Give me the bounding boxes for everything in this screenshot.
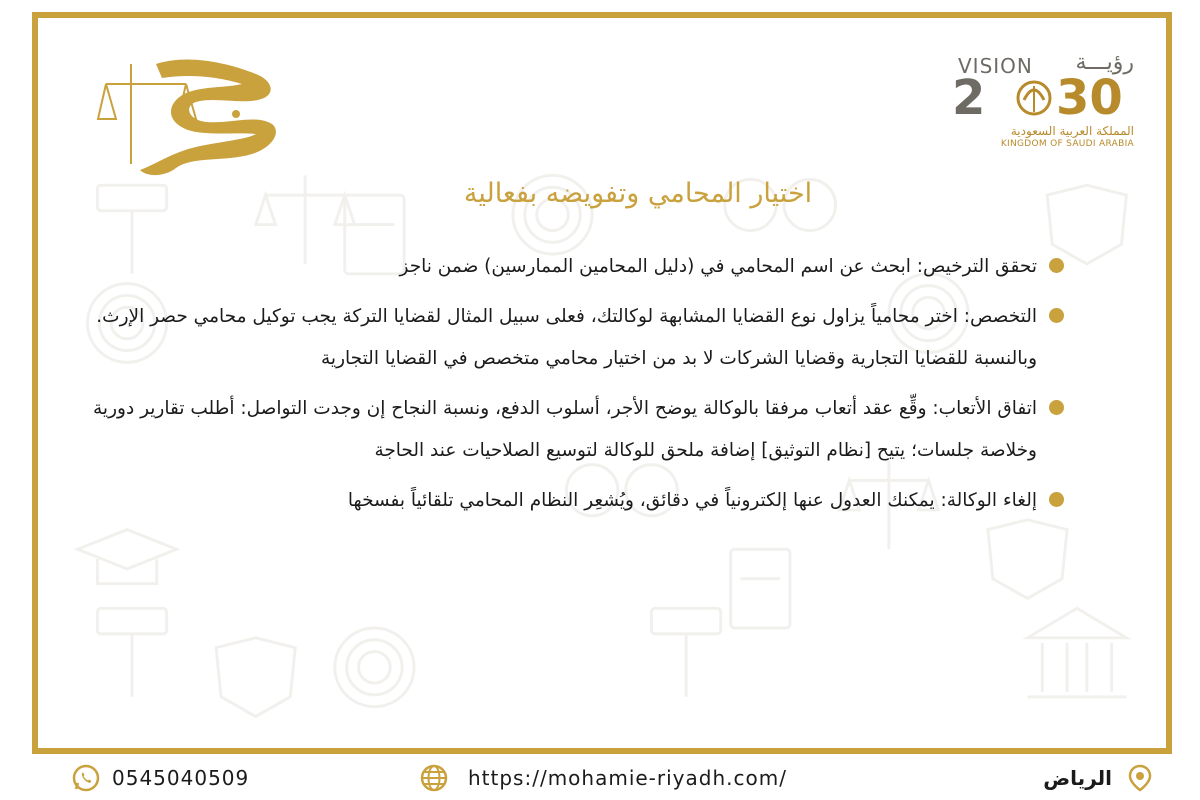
vision-sub-ar: المملكة العربية السعودية [1010,124,1134,138]
list-item [64,388,1064,472]
list-item-text: تحقق الترخيص: ابحث عن اسم المحامي في (دليل المحامين الممارسين) ضمن ناجز [399,256,1037,277]
calligraphy-muhammad-scales-logo [96,44,286,184]
list-item [64,246,1064,288]
page-title: اختيار المحامي وتفويضه بفعالية [463,178,813,209]
vision-year-right: 30 [1056,72,1123,122]
location-pin-icon [1126,764,1154,792]
globe-icon [420,764,448,792]
list-item-text: إلغاء الوكالة: يمكنك العدول عنها إلكترونياً في دقائق، ويُشعِر النظام المحامي تلقائياً بفسخها [347,490,1037,511]
bullet-dot-icon [1049,258,1064,273]
vision-year-mark [944,72,1134,122]
website-url: https://mohamie-riyadh.com/ [468,766,787,790]
footer-phone[interactable] [72,764,249,792]
vision-label-en: VISION [958,54,1033,78]
vision-sub-en: KINGDOM OF SAUDI ARABIA [1000,139,1134,149]
vision-2030-logo [944,44,1134,150]
bullet-dot-icon [1049,308,1064,323]
vision-label-ar: رؤيـــة [1075,50,1134,75]
bullet-dot-icon [1049,400,1064,415]
list-item-text: التخصص: اختر محامياً يزاول نوع القضايا المشابهة لوكالتك، فعلى سبيل المثال لقضايا التركة يجب توكيل محامي حصر الإرث. وبالنسبة للقضايا التجارية وقضايا الشركات لا بد من اختيار محامي متخصص في القضايا التجارية [96,306,1037,369]
city-name: الرياض [1043,766,1112,790]
content-frame [32,12,1172,754]
list-item [64,296,1064,380]
footer-website[interactable] [420,764,787,792]
vision-year-left: 2 [952,72,986,122]
footer [0,754,1200,800]
footer-location[interactable] [1043,764,1154,792]
whatsapp-icon [72,764,100,792]
bullet-dot-icon [1049,492,1064,507]
bullet-list [64,246,1064,530]
list-item [64,480,1064,522]
emblem-icon [1018,82,1050,114]
list-item-text: اتفاق الأتعاب: وقِّع عقد أتعاب مرفقا بالوكالة يوضح الأجر، أسلوب الدفع، ونسبة النجاح إن وجدت التواصل: أطلب تقارير دورية وخلاصة جلسات؛ يتيح [نظام التوثيق] إضافة ملحق للوكالة لتوسيع الصلاحيات عند الحاجة [93,398,1037,461]
phone-number: 0545040509 [112,766,250,790]
